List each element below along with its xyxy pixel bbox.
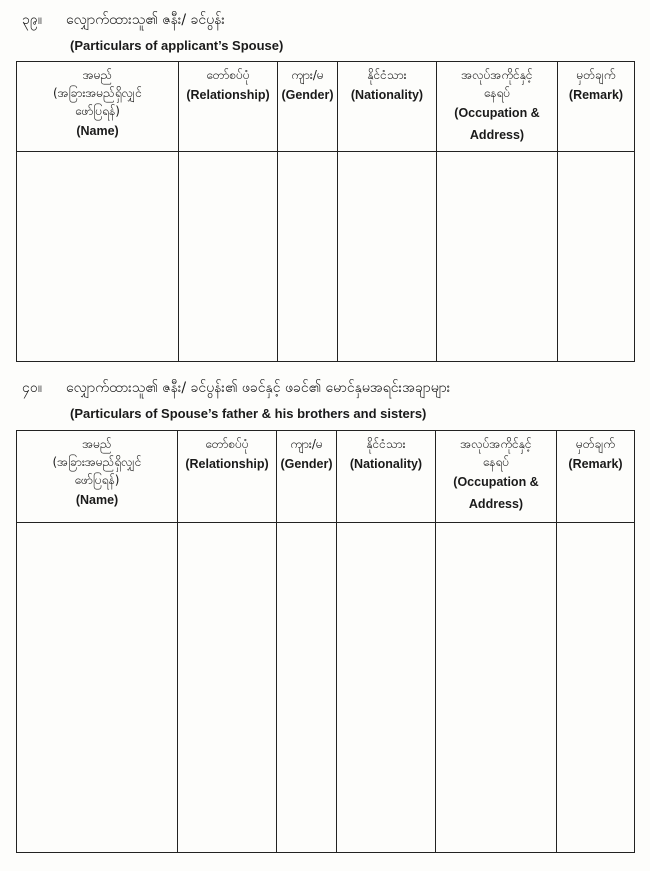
col-nationality-header: နိုင်ငံသား (Nationality): [338, 62, 437, 152]
cell-occupation[interactable]: [436, 523, 557, 853]
col-remark-header: မှတ်ချက် (Remark): [557, 431, 635, 523]
cell-relationship[interactable]: [179, 152, 278, 362]
cell-nationality[interactable]: [337, 523, 436, 853]
table-row: [17, 523, 635, 853]
col-gender-header: ကျား/မ (Gender): [277, 431, 337, 523]
col-occupation-header: အလုပ်အကိုင်နှင့် နေရပ် (Occupation & Address): [437, 62, 558, 152]
spouse-table: [16, 61, 635, 362]
table-header-row: [17, 62, 635, 152]
section-40-subtitle: (Particulars of Spouse’s father & his brothers and sisters): [70, 406, 427, 421]
cell-gender[interactable]: [277, 523, 337, 853]
col-occupation-header: အလုပ်အကိုင်နှင့် နေရပ် (Occupation & Address): [436, 431, 557, 523]
cell-name[interactable]: [17, 523, 178, 853]
col-remark-header: မှတ်ချက် (Remark): [558, 62, 635, 152]
section-39-subtitle: (Particulars of applicant’s Spouse): [70, 38, 284, 53]
section-40-title: ၄၀။ လျှောက်ထားသူ၏ ဇနီး/ ခင်ပွန်း၏ ဖခင်နှင့် ဖခင်၏ မောင်နှမအရင်းအချာများ: [22, 378, 450, 399]
section-40-number: ၄၀။: [22, 380, 42, 396]
cell-nationality[interactable]: [338, 152, 437, 362]
cell-gender[interactable]: [278, 152, 338, 362]
col-name-header: အမည် (အခြားအမည်ရှိလျှင် ဖော်ပြရန်) (Name): [17, 62, 179, 152]
table-row: [17, 152, 635, 362]
table-header-row: [17, 431, 635, 523]
cell-relationship[interactable]: [178, 523, 277, 853]
col-relationship-header: တော်စပ်ပုံ (Relationship): [179, 62, 278, 152]
section-39-number: ၃၉။: [22, 12, 42, 28]
section-39-title: ၃၉။ လျှောက်ထားသူ၏ ဇနီး/ ခင်ပွန်း: [22, 10, 225, 31]
col-nationality-header: နိုင်ငံသား (Nationality): [337, 431, 436, 523]
cell-occupation[interactable]: [437, 152, 558, 362]
col-name-header: အမည် (အခြားအမည်ရှိလျှင် ဖော်ပြရန်) (Name): [17, 431, 178, 523]
cell-remark[interactable]: [557, 523, 635, 853]
spouse-father-table: [16, 430, 635, 853]
cell-remark[interactable]: [558, 152, 635, 362]
col-relationship-header: တော်စပ်ပုံ (Relationship): [178, 431, 277, 523]
col-gender-header: ကျား/မ (Gender): [278, 62, 338, 152]
cell-name[interactable]: [17, 152, 179, 362]
